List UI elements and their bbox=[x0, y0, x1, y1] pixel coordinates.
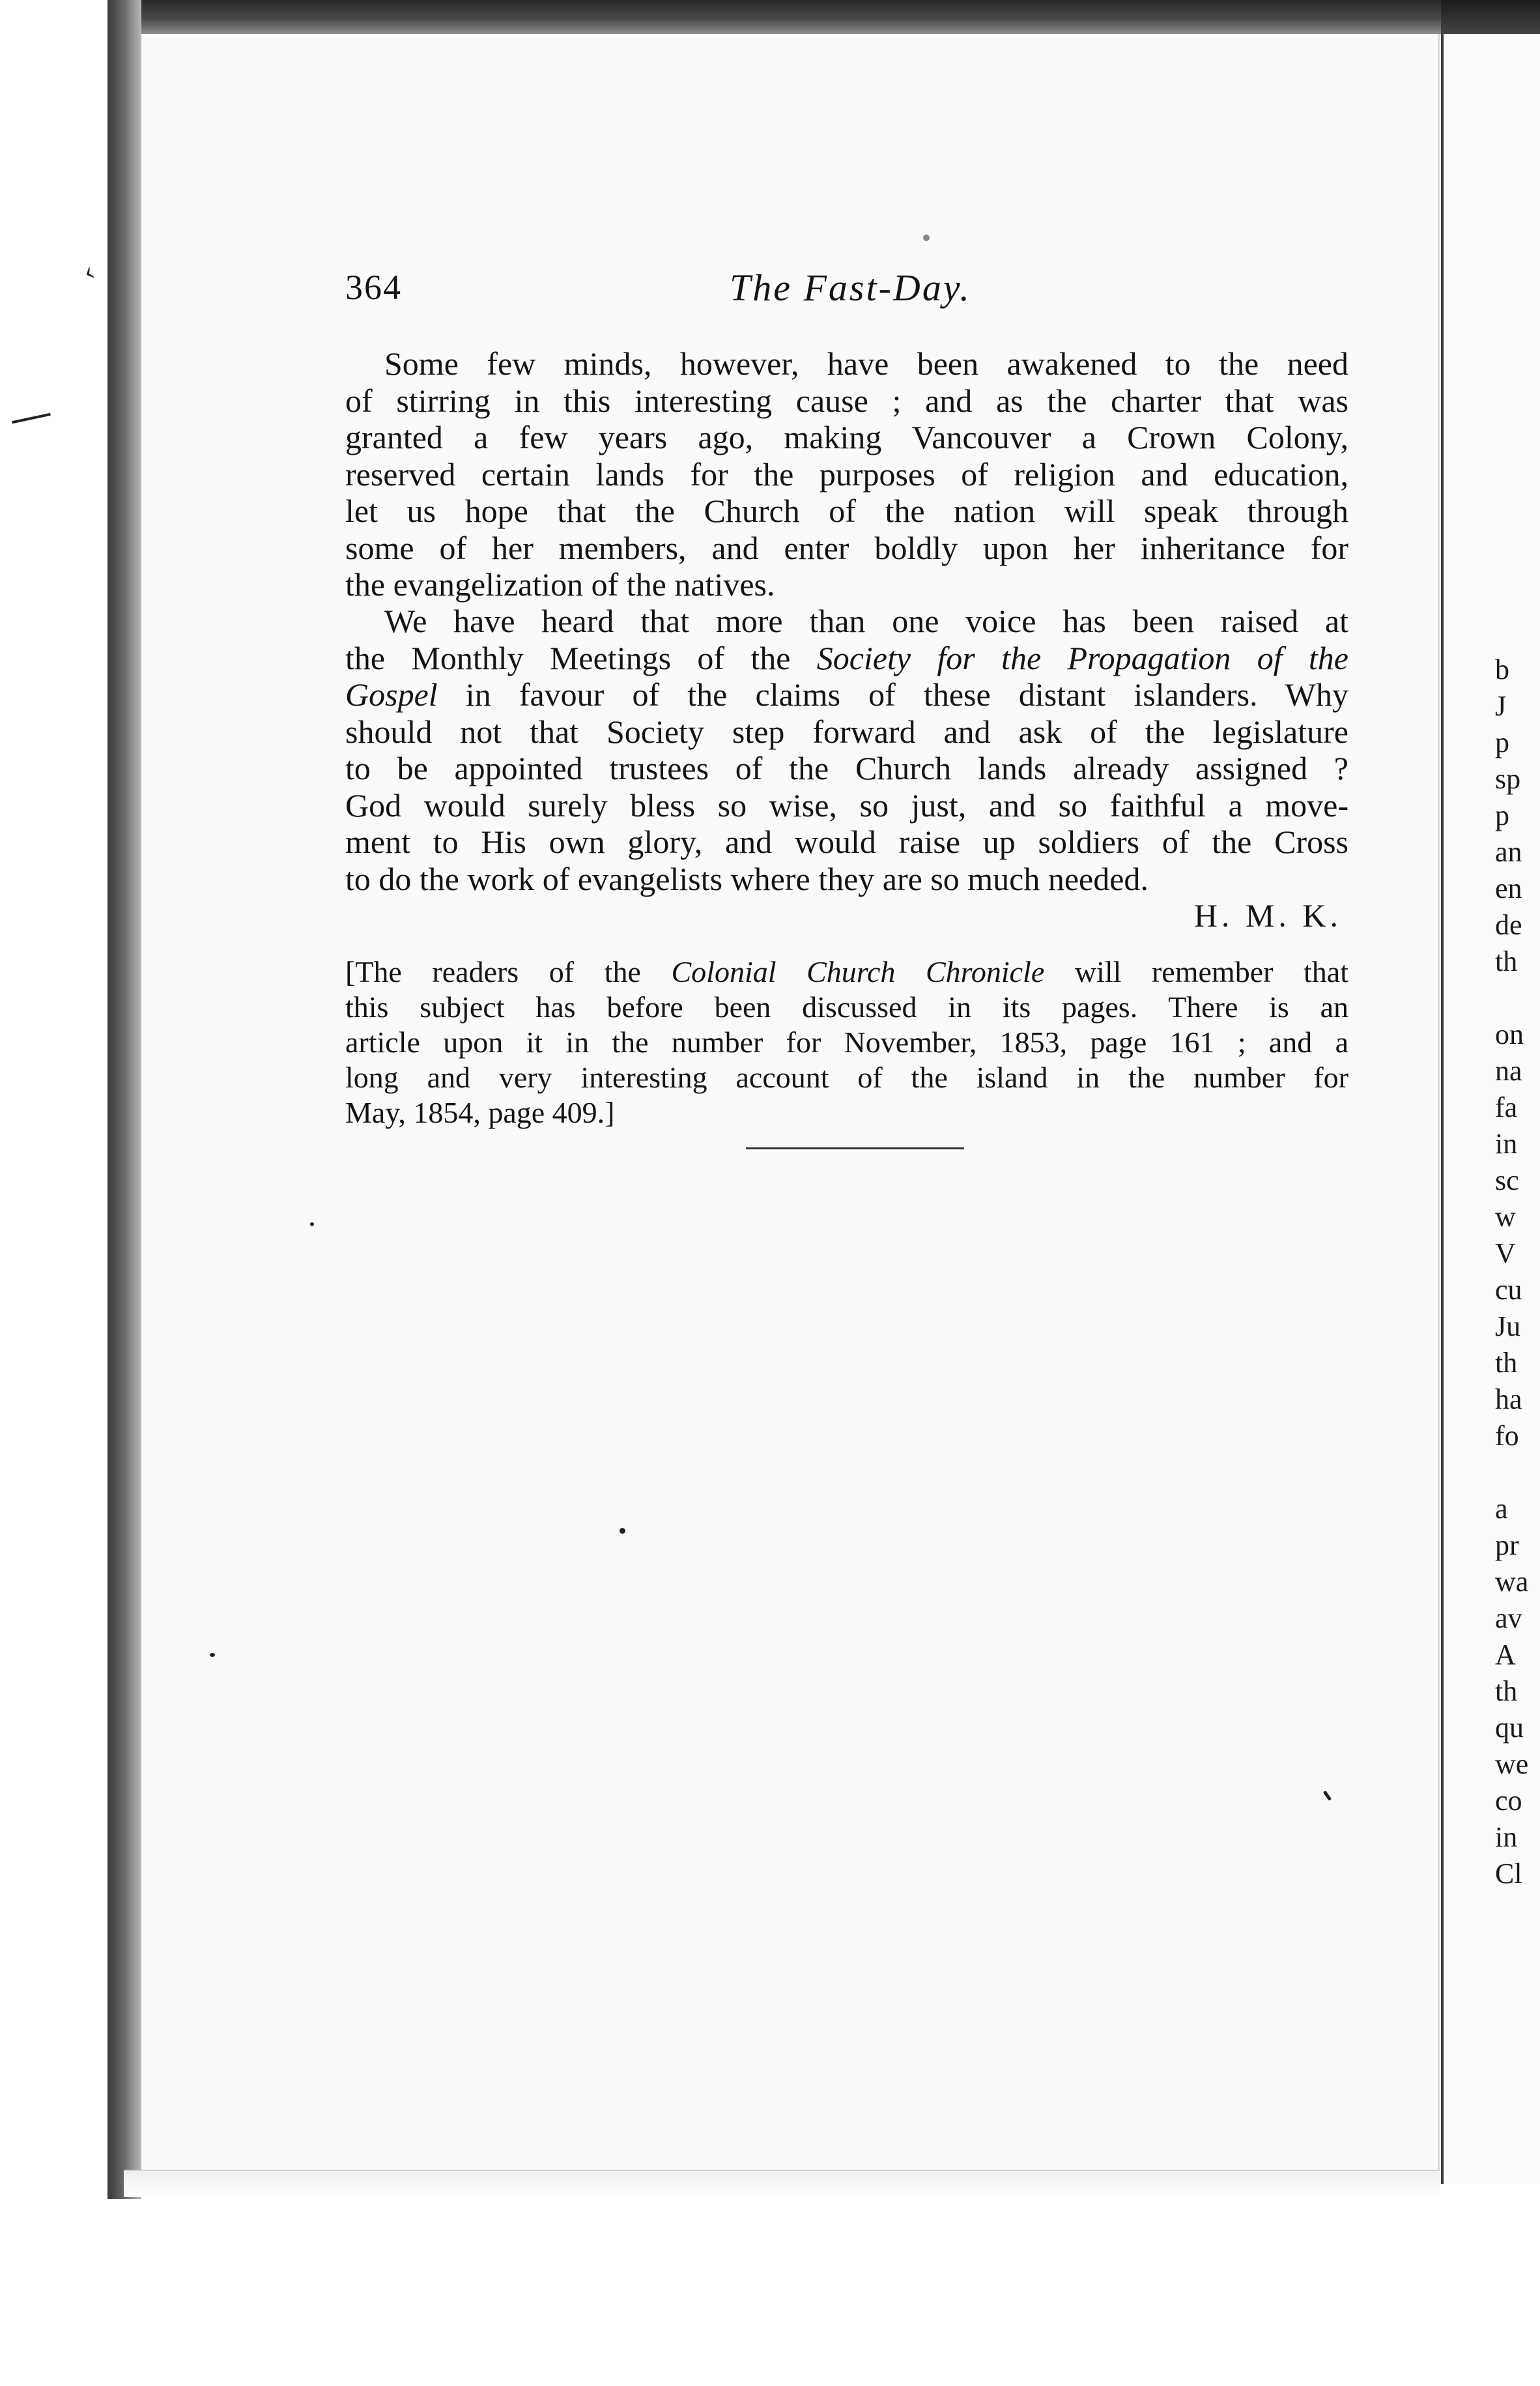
society-name: Society for the Propagation of the bbox=[816, 639, 1348, 676]
facing-fragment: a bbox=[1495, 1493, 1508, 1525]
facing-fragment: wa bbox=[1495, 1566, 1529, 1598]
text-line: God would surely bless so wise, so just, and so faithful a move- bbox=[345, 786, 1348, 824]
page-number: 364 bbox=[345, 268, 402, 307]
text-line: article upon it in the number for November, 1853, page 161 ; and a bbox=[345, 1026, 1348, 1059]
running-title: The Fast-Day. bbox=[730, 266, 971, 309]
page-bottom-edge bbox=[124, 2170, 1440, 2197]
publication-title: Colonial Church Chronicle bbox=[671, 955, 1045, 988]
text-line: the evangelization of the natives. bbox=[345, 566, 775, 603]
facing-fragment: th bbox=[1495, 1675, 1518, 1707]
ink-speck bbox=[620, 1528, 625, 1534]
facing-fragment: Ju bbox=[1495, 1310, 1521, 1342]
text-segment: in favour of the claims of these distant islanders. Why bbox=[437, 676, 1348, 713]
text-line bbox=[345, 955, 1348, 990]
society-name-cont: Gospel bbox=[345, 676, 438, 713]
facing-fragment: an bbox=[1495, 836, 1522, 868]
facing-fragment: av bbox=[1495, 1602, 1522, 1634]
text-line: of stirring in this interesting cause ; and as the charter that was bbox=[345, 382, 1348, 419]
paragraph-1 bbox=[345, 345, 1348, 603]
facing-fragment: p bbox=[1495, 799, 1509, 831]
facing-fragment: in bbox=[1495, 1821, 1518, 1853]
text-line: this subject has before been discussed in its pages. There is an bbox=[345, 990, 1348, 1024]
text-line: long and very interesting account of the island in the number for bbox=[345, 1061, 1348, 1094]
facing-fragment: sc bbox=[1495, 1164, 1519, 1196]
text-line: May, 1854, page 409.] bbox=[345, 1096, 615, 1129]
scan-mark: ‹ bbox=[77, 254, 100, 287]
facing-fragment: p bbox=[1495, 726, 1509, 758]
text-segment: will remember that bbox=[1044, 955, 1348, 988]
ink-speck bbox=[210, 1653, 215, 1657]
facing-fragment: na bbox=[1495, 1055, 1522, 1087]
facing-fragment: b bbox=[1495, 654, 1509, 685]
signature: H. M. K. bbox=[1193, 897, 1342, 934]
facing-fragment: we bbox=[1495, 1748, 1529, 1780]
facing-fragment: cu bbox=[1495, 1274, 1522, 1306]
text-segment: [The readers of the bbox=[345, 955, 672, 988]
text-line: should not that Society step forward and ask of the legislature bbox=[345, 713, 1348, 750]
editor-note bbox=[345, 955, 1348, 1130]
text-line: reserved certain lands for the purposes of religion and education, bbox=[345, 455, 1348, 493]
facing-fragment: pr bbox=[1495, 1529, 1519, 1561]
text-line: granted a few years ago, making Vancouver a Crown Colony, bbox=[345, 419, 1348, 455]
text-line: We have heard that more than one voice has been raised at bbox=[384, 603, 1348, 639]
text-line: some of her members, and enter boldly upon her inheritance for bbox=[345, 529, 1348, 566]
text-line: ment to His own glory, and would raise up soldiers of the Cross bbox=[345, 824, 1348, 860]
scan-edge-top bbox=[111, 0, 1540, 34]
text-line bbox=[345, 676, 1348, 713]
facing-fragment: on bbox=[1495, 1018, 1524, 1050]
facing-fragment: ha bbox=[1495, 1383, 1522, 1415]
facing-fragment: sp bbox=[1495, 763, 1521, 795]
facing-fragment: co bbox=[1495, 1785, 1522, 1817]
facing-page-text bbox=[1495, 652, 1540, 1892]
text-line: to do the work of evangelists where they are so much needed. bbox=[345, 860, 1148, 897]
section-rule bbox=[746, 1147, 964, 1149]
text-line bbox=[345, 640, 1348, 677]
facing-fragment: w bbox=[1495, 1201, 1516, 1233]
facing-fragment: th bbox=[1495, 945, 1518, 977]
ink-speck bbox=[923, 235, 930, 241]
facing-fragment: fa bbox=[1495, 1091, 1518, 1123]
text-line: let us hope that the Church of the nation will speak through bbox=[345, 493, 1348, 529]
ink-speck bbox=[310, 1222, 314, 1226]
text-segment: the Monthly Meetings of the bbox=[345, 639, 817, 676]
paragraph-2 bbox=[345, 603, 1348, 934]
facing-fragment: in bbox=[1495, 1128, 1518, 1160]
facing-fragment: A bbox=[1495, 1639, 1516, 1671]
facing-fragment: de bbox=[1495, 909, 1522, 941]
facing-fragment: Cl bbox=[1495, 1858, 1522, 1890]
facing-fragment: fo bbox=[1495, 1420, 1519, 1452]
facing-fragment bbox=[1495, 1454, 1540, 1491]
facing-fragment: J bbox=[1495, 690, 1507, 722]
facing-fragment: qu bbox=[1495, 1712, 1524, 1744]
scan-edge-left bbox=[107, 0, 141, 2199]
facing-fragment: th bbox=[1495, 1347, 1518, 1379]
facing-fragment: en bbox=[1495, 872, 1522, 904]
text-line: Some few minds, however, have been awakened to the need bbox=[384, 345, 1348, 382]
facing-fragment bbox=[1495, 980, 1540, 1016]
facing-fragment: V bbox=[1495, 1237, 1516, 1269]
text-line: to be appointed trustees of the Church lands already assigned ? bbox=[345, 750, 1348, 786]
